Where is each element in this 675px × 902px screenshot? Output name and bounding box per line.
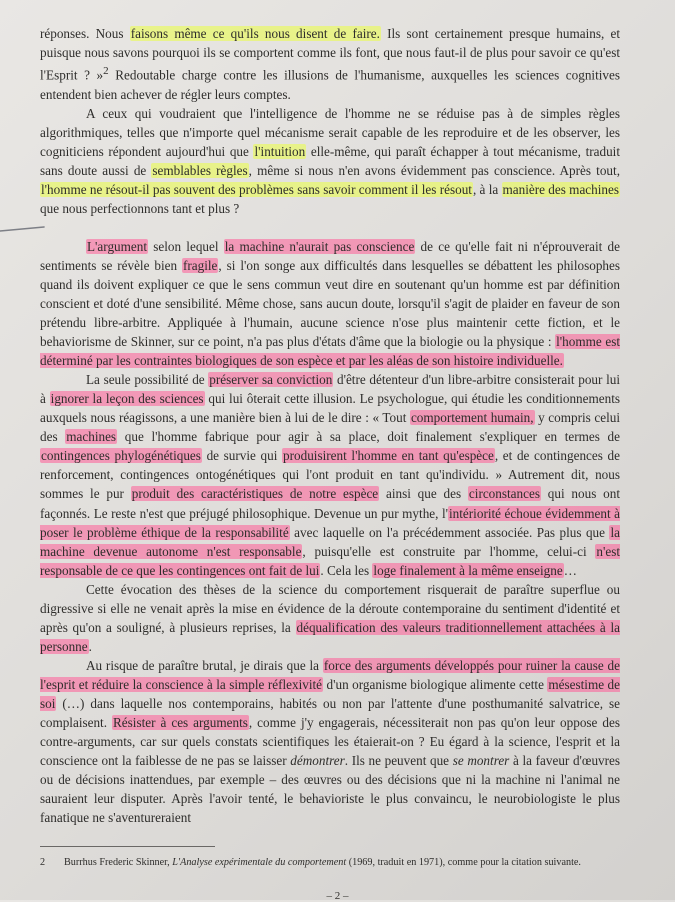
pink-highlight: contingences phylogénétiques <box>41 448 201 464</box>
pink-highlight: loge finalement à la même enseigne <box>373 562 563 578</box>
pink-highlight: la machine n'aurait pas conscience <box>224 238 415 254</box>
text-run: Cette évocation des thèses de la science du comportement risquerait de paraître superflue ou digressive si elle ne venait après la mise en évidence de la déroute contemporaine du sentiment d'identité et après qu'on a souligné, à plusieurs reprises, la <box>40 581 620 635</box>
text-run: , comme j'y engagerais, nécessiterait non pas qu'on leur oppose des contre-arguments, car sur quels constats scientifiques les étaierait-on ? Eu égard à la science, l'esprit et la conscience ont la faiblesse de ne pas se laisser <box>40 715 620 769</box>
pink-highlight: comportement humain, <box>410 410 534 426</box>
body-text <box>40 24 620 827</box>
paragraph-p4 <box>40 370 620 580</box>
text-run: , puisqu'elle est construite par l'homme, celui-ci <box>302 543 596 559</box>
footnote <box>40 856 600 869</box>
text-run: , même si nous n'en avons évidemment pas conscience. Après tout, <box>248 162 620 178</box>
text-run: A ceux qui voudraient que l'intelligence de l'homme ne se réduise pas à de simples règles algorithmiques, telles que n'importe quel mécanisme serait capable de les reproduire et de les observer, les cogniticiens répondent aujourd'hui que <box>40 105 620 159</box>
yellow-highlight: manière des machines <box>502 181 619 197</box>
italic-text: L'Analyse expérimentale du comportement <box>172 857 347 868</box>
pink-highlight: n'est responsable de ce que les contingences ont fait de lui <box>40 543 620 578</box>
text-run: , et de contingences de renforcement, contingences ontogénétiques qui l'ont produit en tant qu'individu. » Autrement dit, nous sommes le pur <box>40 448 620 502</box>
text-run: de survie qui <box>201 448 283 464</box>
pink-highlight: mésestime de soi <box>40 676 620 711</box>
yellow-highlight: faisons même ce qu'ils nous disent de faire. <box>130 26 380 41</box>
pink-highlight: ignorer la leçon des sciences <box>50 391 204 407</box>
footnote-ref: 2 <box>103 65 109 78</box>
pink-highlight: intériorité échoue évidemment à poser le problème éthique de la responsabilité <box>40 505 620 540</box>
text-run: que nous perfectionnons tant et plus ? <box>40 200 240 216</box>
text-run: qui nous ont façonnés. Le reste n'est que préjugé philosophique. Devenue un pur mythe, l' <box>40 486 620 521</box>
text-run: que l'homme fabrique pour agir à sa place, doit finalement s'expliquer en termes de <box>117 429 620 445</box>
yellow-highlight: l'homme ne résout-il pas souvent des problèmes sans savoir comment il les résout <box>41 181 472 197</box>
paragraph-p6 <box>40 656 620 827</box>
text-run: elle-même, qui paraît échapper à tout mécanisme, traduit sans doute aussi de <box>40 143 620 178</box>
text-run: . Cela les <box>320 562 373 578</box>
text-run: Ils sont certainement presque humains, et puisque nous savons pourquoi ils se comportent comme ils font, que nous faut-il de plus pour savoir ce qu'est l'Esprit ? » <box>40 26 621 83</box>
text-run: qui lui ôterait cette illusion. Le psychologue, qui étudie les conditionnements auxquels nous réagissons, a une manière bien à lui de le dire : « Tout <box>40 391 621 426</box>
text-run: (1969, traduit en 1971), comme pour la citation suivante. <box>346 857 581 868</box>
text-run: de ce qu'elle fait ni n'éprouverait de sentiments se révèle bien <box>40 238 620 273</box>
paragraph-p2 <box>40 104 620 218</box>
italic-text: se montrer <box>452 753 510 769</box>
pink-highlight: circonstances <box>468 486 540 502</box>
italic-text: démontrer <box>290 753 345 769</box>
page-number: – 2 – <box>326 890 349 902</box>
pink-highlight: L'argument <box>87 238 147 254</box>
text-run: d'un organisme biologique alimente cette <box>323 676 548 692</box>
yellow-highlight: l'intuition <box>254 143 306 159</box>
text-run: réponses. Nous <box>40 26 130 41</box>
text-run: d'être détenteur d'un libre-arbitre consisterait pour lui à <box>40 372 620 407</box>
text-run: (…) dans laquelle nos contemporains, habités ou non par l'attente d'une posthumanité salvatrice, se complaisent. <box>40 695 620 731</box>
yellow-highlight: semblables règles <box>152 162 248 178</box>
pink-highlight: l'homme est déterminé par les contraintes biologiques de son espèce et par les aléas de son histoire individuelle. <box>40 334 621 369</box>
text-run: Burrhus Frederic Skinner, <box>64 857 173 868</box>
text-run: Au risque de paraître brutal, je dirais que la <box>86 657 323 673</box>
pink-highlight: déqualification des valeurs traditionnellement attachées à la personne <box>40 619 620 654</box>
pink-highlight: la machine devenue autonome n'est responsable <box>40 524 620 559</box>
footnote-rule <box>40 846 215 847</box>
pink-highlight: machines <box>66 429 117 445</box>
footnote-number: 2 <box>40 857 46 868</box>
text-run: . <box>88 638 92 654</box>
pink-highlight: force des arguments développés pour ruiner la cause de l'esprit et réduire la conscience à la simple réflexivité <box>40 657 620 692</box>
text-run: … <box>563 562 577 578</box>
text-run: ainsi que des <box>379 486 468 502</box>
paragraph-p5 <box>40 580 620 656</box>
pink-highlight: fragile <box>182 257 218 273</box>
pink-highlight: préserver sa conviction <box>209 372 333 388</box>
text-run: , si l'on songe aux difficultés dans lesquelles se débattent les philosophes quand ils doivent expliquer ce que le sens commun veut dire en soutenant qu'un homme est par définition conscient et doté d'une sensibilité. Même chose, sans aucun doute, lorsqu'il s'agit de plaider en faveur de son prétendu libre-arbitre. Appliquée à l'humain, aucune science n'ose plus maintenir cette fiction, et le behaviorisme de Skinner, sur ce point, n'a pas plus d'états d'âme que la biologie ou la physique : <box>40 257 620 350</box>
paragraph-p1 <box>40 24 620 104</box>
text-run: , à la <box>472 181 502 197</box>
text-run: . Ils ne peuvent que <box>344 753 453 769</box>
pink-highlight: produit des caractéristiques de notre espèce <box>131 486 379 502</box>
footnote-text <box>64 857 581 868</box>
text-run: avec laquelle on l'a précédemment associée. Pas plus que <box>289 524 610 540</box>
text-run: à la faveur d'œuvres ou de décisions inattendues, par exemple – des œuvres ou des décisions que ni la machine ni l'animal ne sauraient leur disputer. Après l'avoir tenté, le behavioriste le plus convaincu, le neurobiologiste le plus fanatique ne s'aventureraient <box>40 753 621 826</box>
text-run: selon lequel <box>148 238 224 254</box>
pink-highlight: produisirent l'homme en tant qu'espèce <box>283 448 494 464</box>
pink-highlight: Résister à ces arguments <box>113 715 248 731</box>
text-run: y compris celui des <box>40 410 620 445</box>
text-run: Redoutable charge contre les illusions de l'humanisme, auxquelles les sciences cognitives entendent bien achever de régler leurs comptes. <box>40 67 620 102</box>
paragraph-p3 <box>40 237 620 370</box>
text-run: La seule possibilité de <box>86 372 209 388</box>
